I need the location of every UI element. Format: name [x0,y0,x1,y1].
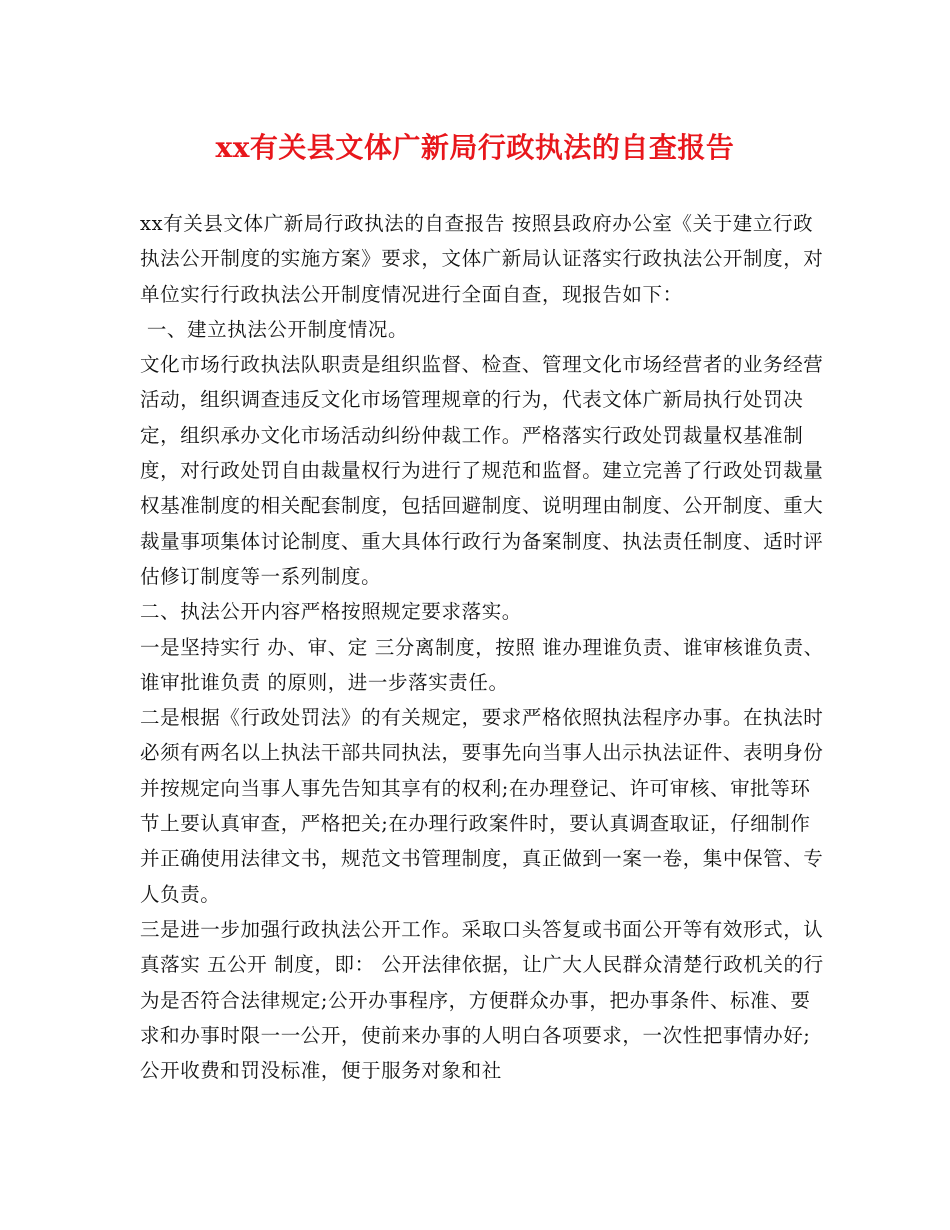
document-title: xx有关县文体广新局行政执法的自查报告 [215,131,735,164]
paragraph-point-2: 二是根据《行政处罚法》的有关规定，要求严格依照执法程序办事。在执法时必须有两名以上执法干部共同执法，要事先向当事人出示执法证件、表明身份并按规定向当事人事先告知其享有的权利;在办理登记、许可审核、审批等环节上要认真审查，严格把关;在办理行政案件时，要认真调查取证，仔细制作并正确使用法律文书，规范文书管理制度，真正做到一案一卷，集中保管、专人负责。 [140,706,824,906]
paragraph-section-1: 文化市场行政执法队职责是组织监督、检查、管理文化市场经营者的业务经营活动，组织调查违反文化市场管理规章的行为，代表文体广新局执行处罚决定，组织承办文化市场活动纠纷仲裁工作。严格落实行政处罚裁量权基准制度，对行政处罚自由裁量权行为进行了规范和监督。建立完善了行政处罚裁量权基准制度的相关配套制度，包括回避制度、说明理由制度、公开制度、重大裁量事项集体讨论制度、重大具体行政行为备案制度、执法责任制度、适时评估修订制度等一系列制度。 [140,353,824,588]
heading-section-1: 一、建立执法公开制度情况。 [140,317,409,341]
paragraph-intro: xx有关县文体广新局行政执法的自查报告 按照县政府办公室《关于建立行政执法公开制度的实施方案》要求，文体广新局认证落实行政执法公开制度，对单位实行行政执法公开制度情况进行全面自查，现报告如下： [140,212,824,306]
paragraph-point-1: 一是坚持实行 办、审、定 三分离制度，按照 谁办理谁负责、谁审核谁负责、谁审批谁负责 的原则，进一步落实责任。 [140,635,824,694]
document-body [140,206,830,1088]
heading-section-2: 二、执法公开内容严格按照规定要求落实。 [140,600,522,624]
paragraph-point-3: 三是进一步加强行政执法公开工作。采取口头答复或书面公开等有效形式，认真落实 五公开 制度，即： 公开法律依据，让广大人民群众清楚行政机关的行为是否符合法律规定;公开办事程序，方便群众办事，把办事条件、标准、要求和办事时限一一公开，使前来办事的人明白各项要求，一次性把事情办好;公开收费和罚没标准，便于服务对象和社 [140,917,824,1083]
